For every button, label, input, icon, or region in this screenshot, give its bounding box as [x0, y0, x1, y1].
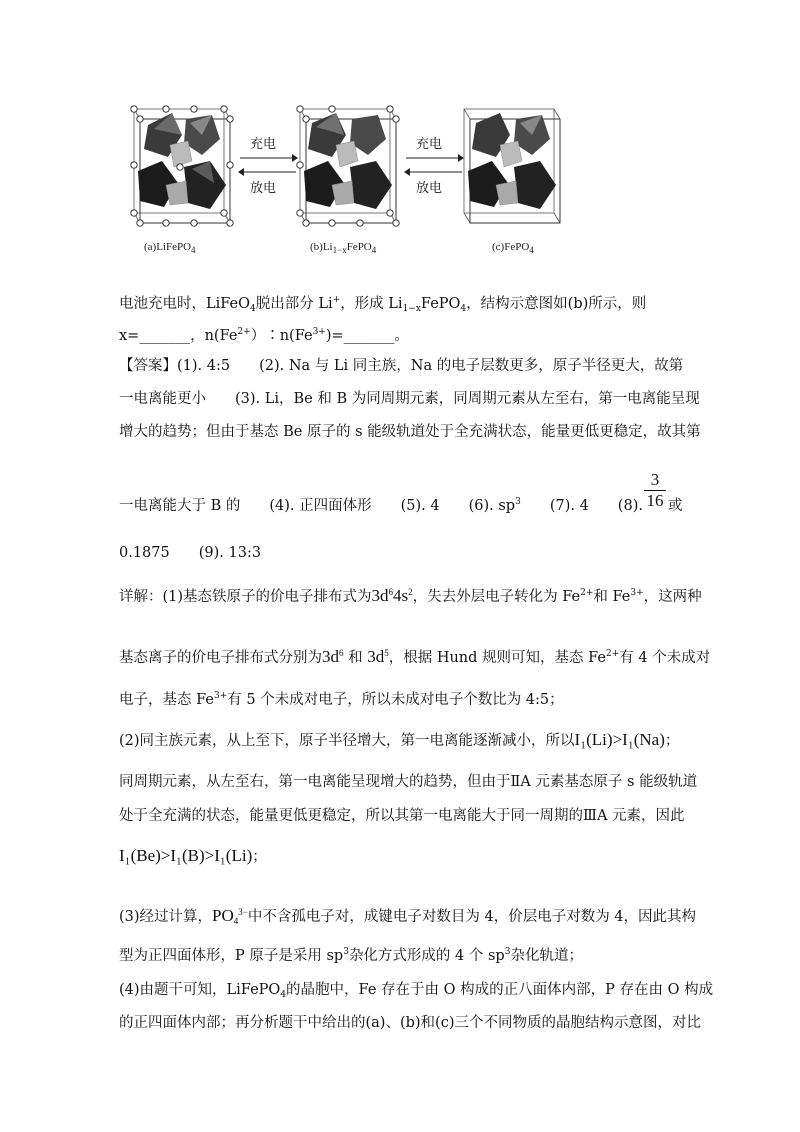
- e8-text-b: 中不含孤电子对，成键电子对数目为 4，价层电子对数为 4，因此其构: [247, 909, 697, 925]
- q1-sup: +: [332, 295, 341, 305]
- e8-text-a: (3)经过计算，: [119, 909, 213, 925]
- caption-c-text: (c)FePO: [492, 241, 530, 253]
- right-arrow-icon: [404, 153, 464, 163]
- answer-line-4: [119, 496, 643, 516]
- e9-sup2: 3: [504, 947, 511, 957]
- e10-sub: 4: [280, 990, 287, 1000]
- e9-text-c: 杂化轨道；: [510, 948, 583, 964]
- q1-sub3: 4: [460, 304, 467, 314]
- e4-math: I₁(Li)>I₁(Na): [574, 730, 665, 749]
- explanation-line-1: [119, 586, 702, 607]
- e3-sup: 3+: [213, 691, 228, 701]
- crystal-cell-c: [460, 105, 570, 230]
- explanation-line-4: [119, 730, 679, 751]
- answer-fraction: [640, 470, 670, 511]
- e9-text-b: 杂化方式形成的 4 个 sp: [348, 948, 505, 964]
- e7-end: ；: [252, 849, 267, 865]
- e4-end: ；: [664, 733, 680, 749]
- e1-formula-3d: 3d: [371, 586, 389, 605]
- q1-text-d: FePO: [420, 296, 461, 312]
- q2-sup2: 3+: [312, 327, 326, 337]
- caption-b-sub2: 4: [371, 245, 377, 255]
- e9-text-a: 型为正四面体形，P 原子是采用 sp: [119, 948, 344, 964]
- e2-text-a: 基态离子的价电子排布式分别为: [119, 650, 322, 666]
- answer-line-2: 一电离能更小 (3). Li，Be 和 B 为同周期元素，同周期元素从左至右，第一电离能呈现: [119, 391, 700, 407]
- e1-formula-4s: 4s: [393, 586, 409, 605]
- e2-text-b: ，根据 Hund 规则可知，基态 Fe: [388, 650, 606, 666]
- e10-text-a: (4)由题干可知，LiFePO: [119, 982, 281, 998]
- caption-b: [310, 241, 376, 253]
- e8-ion-po: PO: [212, 906, 234, 925]
- e8-ion: [212, 906, 248, 925]
- answer-line-5: 0.1875 (9). 13:3: [119, 545, 262, 561]
- crystal-cell-b: [296, 105, 406, 230]
- caption-c-sub: 4: [529, 245, 534, 255]
- answer-l4-sup: 3: [515, 497, 521, 507]
- e4-text-a: (2)同主族元素，从上至下，原子半径增大，第一电离能逐渐减小，所以: [119, 733, 575, 749]
- discharge-label-2: 放电: [416, 181, 443, 196]
- e10-text-b: 的晶胞中，Fe 存在于由 O 构成的正八面体内部，P 存在由 O 构成: [286, 982, 714, 998]
- left-arrow-icon: [238, 167, 298, 177]
- e2-and: 和: [348, 650, 363, 666]
- e2-f2: 3d: [367, 647, 385, 666]
- discharge-label-1: 放电: [250, 181, 277, 196]
- fraction-numerator: 3: [650, 470, 660, 489]
- explanation-line-8: [119, 906, 696, 927]
- e1-formula-sup2: 2: [408, 587, 413, 597]
- question-line-2: [119, 326, 409, 346]
- explanation-line-11: 的正四面体内部；再分析题干中给出的(a)、(b)和(c)三个不同物质的晶胞结构示意图，对比: [119, 1015, 701, 1031]
- charge-label-1: 充电: [250, 137, 277, 152]
- e2-f2-sup: 5: [384, 648, 389, 658]
- left-arrow-icon: [404, 167, 464, 177]
- explanation-line-6: 处于全充满的状态，能量更低更稳定，所以其第一电离能大于同一周期的ⅢA 元素，因此: [119, 808, 685, 824]
- e1-text-c: 和 Fe: [593, 589, 631, 605]
- answer-l4-text-b: (7). 4 (8).: [520, 498, 643, 514]
- right-arrow-icon: [238, 153, 298, 163]
- e1-sup2: 3+: [630, 588, 644, 598]
- answer-l4-text: 一电离能大于 B 的 (4). 正四面体形 (5). 4 (6). sp: [119, 498, 516, 514]
- caption-b-mid: FePO: [346, 241, 372, 253]
- crystal-structure-figure: [120, 95, 580, 265]
- e2-f1: 3d: [322, 647, 339, 666]
- question-line-1: [119, 294, 646, 314]
- answer-line-3: 增大的趋势；但由于基态 Be 原子的 s 能级轨道处于全充满状态，能量更低更稳定，故其第: [119, 424, 701, 440]
- q1-text-e: ，结构示意图如(b)所示，则: [466, 296, 647, 312]
- answer-l1-text: (1). 4:5 (2). Na 与 Li 同主族，Na 的电子层数更多，原子半径更大，故第: [177, 358, 684, 374]
- e1-text-d: ，这两种: [643, 589, 702, 605]
- fraction-denominator: 16: [646, 491, 664, 510]
- e2-sup: 2+: [606, 649, 620, 659]
- q2-text-c: )=_______。: [325, 328, 409, 344]
- e2-formula-2: [367, 647, 389, 666]
- caption-a-text: (a)LiFePO: [144, 241, 192, 253]
- crystal-cell-a: [130, 105, 240, 230]
- q1-text-a: 电池充电时，LiFeO: [119, 296, 251, 312]
- caption-c: [492, 241, 534, 253]
- explanation-line-9: [119, 946, 583, 966]
- e2-formula-1: [322, 647, 344, 666]
- e3-text-b: 有 5 个未成对电子，所以未成对电子个数比为 4:5；: [227, 692, 564, 708]
- answer-line-1: [119, 356, 683, 376]
- e9-sup1: 3: [343, 947, 349, 957]
- caption-b-text: (b)Li: [310, 241, 333, 253]
- explanation-line-7: [119, 846, 267, 867]
- q2-text-b: ）∶n(Fe: [250, 328, 313, 344]
- e7-math: I₁(Be)>I₁(B)>I₁(Li): [119, 846, 253, 865]
- charge-label-2: 充电: [416, 137, 443, 152]
- e1-formula: [372, 586, 413, 605]
- e8-ion-sup: 3−: [238, 907, 248, 917]
- caption-a: [144, 241, 196, 253]
- explanation-line-5: 同周期元素，从左至右，第一电离能呈现增大的趋势，但由于ⅡA 元素基态原子 s 能级轨道: [119, 774, 698, 790]
- answer-label: 【答案】: [119, 358, 177, 374]
- e1-formula-sup1: 6: [388, 587, 394, 597]
- e2-f1-sup: 6: [339, 648, 344, 658]
- explanation-line-3: [119, 690, 564, 710]
- explanation-line-2: [119, 647, 710, 668]
- caption-b-sub1: 1−x: [332, 245, 347, 255]
- q2-sup1: 2+: [237, 327, 251, 337]
- e1-sup1: 2+: [580, 588, 594, 598]
- explanation-line-10: [119, 980, 713, 1000]
- q1-sub2: 1−x: [402, 304, 421, 314]
- q1-sub: 4: [250, 304, 256, 314]
- e2-text-c: 有 4 个未成对: [619, 650, 711, 666]
- e8-ion-sub: 4: [233, 916, 239, 926]
- caption-a-sub: 4: [191, 245, 196, 255]
- e1-text-b: ，失去外层电子转化为 Fe: [412, 589, 581, 605]
- answer-or: 或: [668, 498, 683, 514]
- q1-text-c: ，形成 Li: [340, 296, 403, 312]
- q1-text-b: 脱出部分 Li: [255, 296, 333, 312]
- q2-text-a: x=_______，n(Fe: [119, 328, 238, 344]
- e1-text-a: 详解：(1)基态铁原子的价电子排布式为: [119, 589, 372, 605]
- e3-text-a: 电子，基态 Fe: [119, 692, 214, 708]
